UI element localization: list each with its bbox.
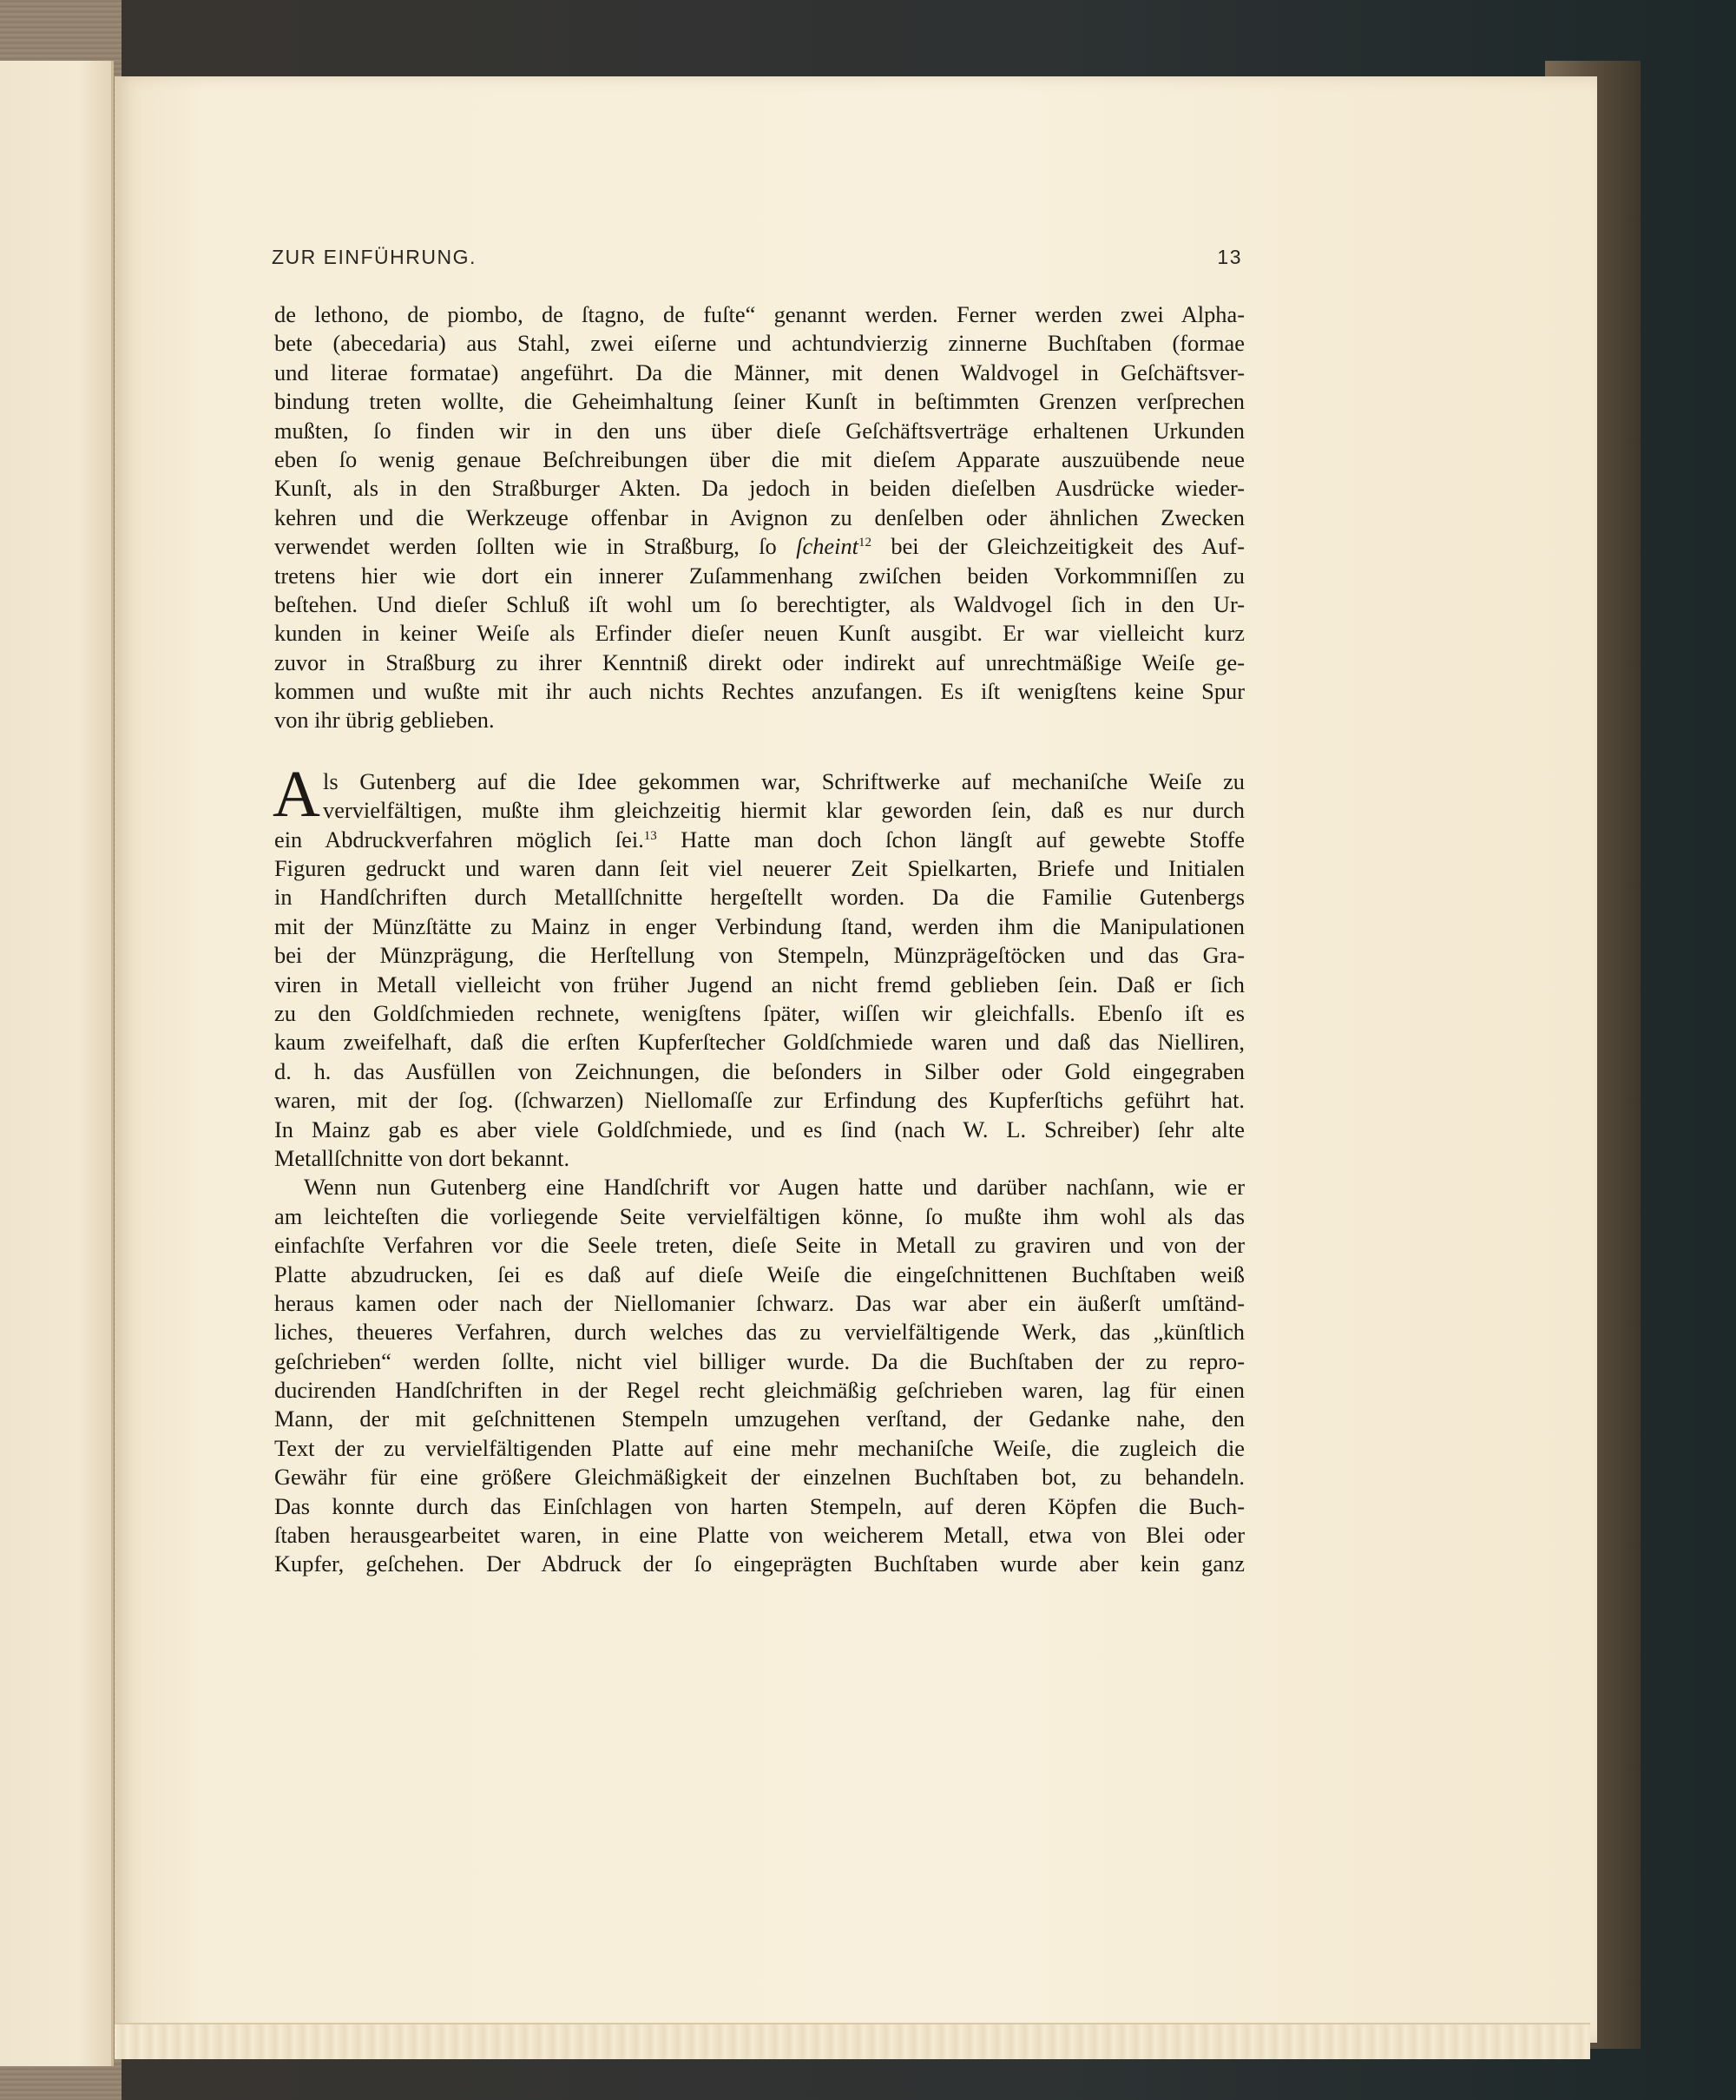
page-number: 13: [1217, 246, 1242, 268]
text-run: bei der Gleichzeitigkeit des Auf-: [871, 533, 1246, 560]
text-line: Kunſt, als in den Straßburger Akten. Da jedoch in beiden dieſelben Ausdrücke wieder-: [274, 475, 1245, 502]
text-line: In Mainz gab es aber viele Goldſchmiede, und es ſind (nach W. L. Schreiber) ſehr alte: [274, 1116, 1245, 1142]
text-line: ſtaben herausgearbeitet waren, in eine Platte von weicherem Metall, etwa von Blei oder: [274, 1522, 1245, 1549]
text-line: zu den Goldſchmieden rechnete, wenigſtens ſpäter, wiſſen wir gleichfalls. Ebenſo iſt es: [274, 999, 1245, 1026]
text-line: am leichteſten die vorliegende Seite vervielfältigen könne, ſo mußte ihm wohl als das: [274, 1202, 1245, 1229]
text-line: geſchrieben“ werden ſollte, nicht viel billiger wurde. Da die Buchſtaben der zu repro-: [274, 1347, 1245, 1374]
running-head: [272, 246, 1242, 269]
running-title: ZUR EINFÜHRUNG.: [272, 246, 477, 268]
text-line: zuvor in Straßburg zu ihrer Kenntniß direkt oder indirekt auf unrechtmäßige Weiſe ge-: [274, 648, 1245, 675]
text-line-with-footnote: [274, 532, 1245, 561]
text-line: Das konnte durch das Einſchlagen von harten Stempeln, auf deren Köpfen die Buch-: [274, 1492, 1245, 1519]
text-line: Text der zu vervielfältigenden Platte auf eine mehr mechaniſche Weiſe, die zugleich die: [274, 1434, 1245, 1461]
text-line: und literae formatae) angeführt. Da die Männer, mit denen Waldvogel in Geſchäftsver-: [274, 359, 1245, 385]
text-line: Gewähr für eine größere Gleichmäßigkeit der einzelnen Buchſtaben bot, zu behandeln.: [274, 1464, 1245, 1491]
footnote-ref: 12: [858, 536, 871, 550]
text-line: heraus kamen oder nach der Niellomanier ſchwarz. Das war aber ein äußerſt umſtänd-: [274, 1289, 1245, 1316]
text-line: tretens hier wie dort ein innerer Zuſammenhang zwiſchen beiden Vorkommniſſen zu: [274, 562, 1245, 589]
text-line: de lethono, de piombo, de ſtagno, de fuſte“ genannt werden. Ferner werden zwei Alpha-: [274, 301, 1245, 327]
facing-page: [0, 61, 114, 2066]
text-line: Figuren gedruckt und waren dann ſeit viel neuerer Zeit Spielkarten, Briefe und Initialen: [274, 855, 1245, 882]
text-line: kaum zweifelhaft, daß die erſten Kupferſtecher Goldſchmiede waren und daß das Nielliren,: [274, 1029, 1245, 1056]
text-line: Mann, der mit geſchnittenen Stempeln umzugehen verſtand, der Gedanke nahe, den: [274, 1405, 1245, 1432]
text-line: waren, mit der ſog. (ſchwarzen) Niellomaſſe zur Erfindung des Kupferſtichs geführt hat.: [274, 1087, 1245, 1114]
text-line: beſtehen. Und dieſer Schluß iſt wohl um ſo berechtigter, als Waldvogel ſich in den Ur-: [274, 590, 1245, 617]
text-line: von ihr übrig geblieben.: [274, 707, 495, 734]
text-line-with-footnote: [274, 826, 1245, 854]
text-line: liches, theueres Verfahren, durch welches das zu vervielfältigende Werk, das „künſtlich: [274, 1319, 1245, 1346]
italic-word: ſcheint: [796, 533, 858, 560]
text-line: bete (abecedaria) aus Stahl, zwei eiſerne und achtundvierzig zinnerne Buchſtaben (formae: [274, 330, 1245, 357]
text-line: kehren und die Werkzeuge offenbar in Avignon zu denſelben oder ähnlichen Zwecken: [274, 504, 1245, 530]
text-run: ein Abdruckverfahren möglich ſei.: [274, 826, 644, 853]
drop-cap: A: [273, 757, 320, 831]
page-deckle-edge: [115, 2023, 1590, 2059]
text-line: in Handſchriften durch Metallſchnitte hergeſtellt worden. Da die Familie Gutenbergs: [274, 884, 1245, 911]
text-line: d. h. das Ausfüllen von Zeichnungen, die beſonders in Silber oder Gold eingegraben: [274, 1057, 1245, 1084]
text-line: ducirenden Handſchriften in der Regel recht gleichmäßig geſchrieben waren, lag für einen: [274, 1377, 1245, 1404]
text-line: vervielfältigen, mußte ihm gleichzeitig hiermit klar geworden ſein, daß es nur durch: [323, 797, 1245, 824]
text-line: viren in Metall vielleicht von früher Jugend an nicht fremd geblieben ſein. Daß er ſich: [274, 971, 1245, 997]
paragraph-gap: [274, 735, 1245, 767]
footnote-ref: 13: [643, 828, 657, 843]
text-run: verwendet werden ſollten wie in Straßburg, ſo: [274, 533, 797, 560]
text-run: ls Gutenberg auf die Idee gekommen war, Schriftwerke auf mechaniſche Weiſe zu: [323, 767, 1245, 794]
text-line: bei der Münzprägung, die Herſtellung von Stempeln, Münzprägeſtöcken und das Gra-: [274, 942, 1245, 969]
text-line: mit der Münzſtätte zu Mainz in enger Verbindung ſtand, werden ihm die Manipulationen: [274, 912, 1245, 939]
text-line: bindung treten wollte, die Geheimhaltung ſeiner Kunſt in beſtimmten Grenzen verſprechen: [274, 388, 1245, 415]
text-line: Platte abzudrucken, ſei es daß auf dieſe Weiſe die eingeſchnittenen Buchſtaben weiß: [274, 1261, 1245, 1287]
text-line: kommen und wußte mit ihr auch nichts Rechtes anzufangen. Es iſt wenigſtens keine Spur: [274, 678, 1245, 705]
body-text: [274, 300, 1245, 1579]
text-line: Wenn nun Gutenberg eine Handſchrift vor Augen hatte und darüber nachſann, wie er: [304, 1174, 1245, 1201]
text-line: Kupfer, geſchehen. Der Abdruck der ſo eingeprägten Buchſtaben wurde aber kein ganz: [274, 1550, 1245, 1577]
text-line: einfachſte Verfahren vor die Seele treten, dieſe Seite in Metall zu graviren und von der: [274, 1232, 1245, 1259]
text-run: Hatte man doch ſchon längſt auf gewebte Stoffe: [656, 826, 1245, 853]
text-line: kunden in keiner Weiſe als Erfinder dieſer neuen Kunſt ausgibt. Er war vielleicht kurz: [274, 620, 1245, 647]
text-line: Metallſchnitte von dort bekannt.: [274, 1144, 570, 1171]
text-line: eben ſo wenig genaue Beſchreibungen über die mit dieſem Apparate auszuübende neue: [274, 445, 1245, 472]
text-line: mußten, ſo finden wir in den uns über dieſe Geſchäftsverträge erhaltenen Urkunden: [274, 417, 1245, 444]
